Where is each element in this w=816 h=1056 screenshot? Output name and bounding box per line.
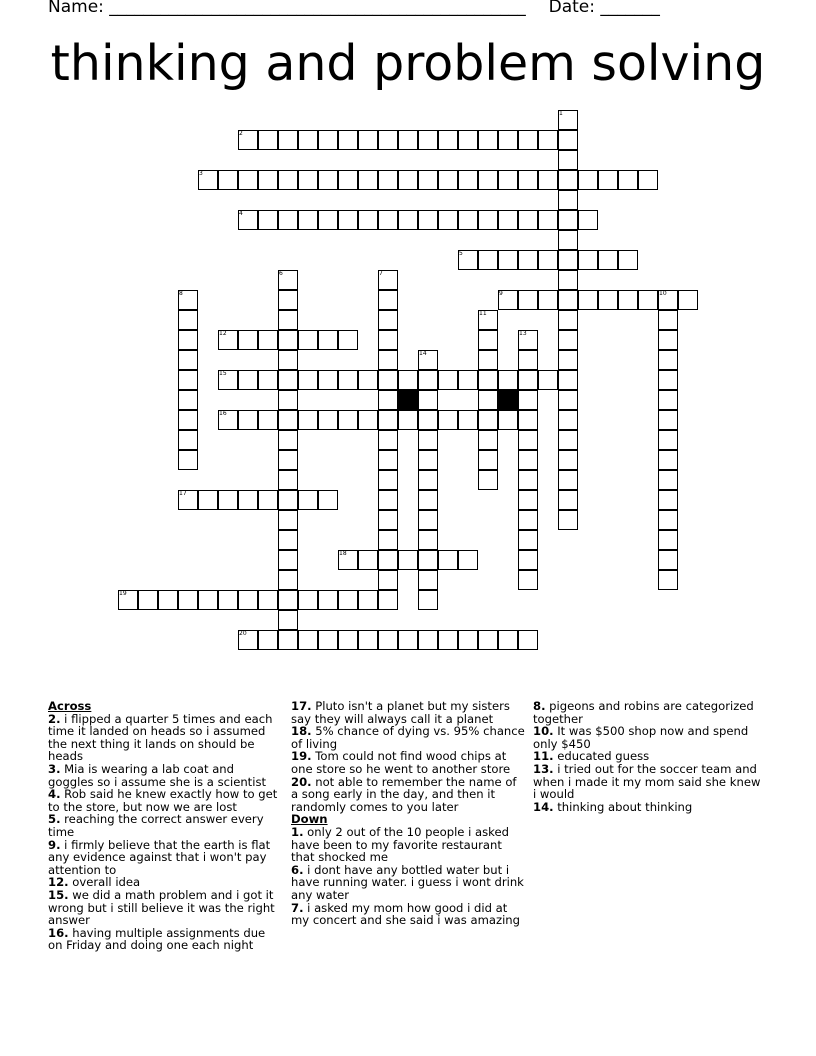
- grid-cell[interactable]: [178, 370, 198, 390]
- grid-cell[interactable]: [318, 130, 338, 150]
- cell-number-label: 20: [239, 630, 247, 637]
- grid-cell[interactable]: [398, 630, 418, 650]
- date-label: Date:: [548, 0, 595, 17]
- grid-cell[interactable]: [478, 330, 498, 350]
- grid-cell[interactable]: [258, 630, 278, 650]
- grid-cell[interactable]: [178, 430, 198, 450]
- grid-cell[interactable]: [418, 450, 438, 470]
- grid-cell[interactable]: [358, 170, 378, 190]
- grid-cell[interactable]: [438, 130, 458, 150]
- grid-cell[interactable]: [458, 170, 478, 190]
- grid-cell[interactable]: [358, 550, 378, 570]
- page-title: thinking and problem solving: [50, 35, 766, 92]
- cell-number-label: 8: [179, 290, 183, 297]
- grid-cell[interactable]: [518, 430, 538, 450]
- grid-cell[interactable]: [678, 290, 698, 310]
- grid-cell[interactable]: [238, 330, 258, 350]
- grid-cell[interactable]: [518, 550, 538, 570]
- clue-across-9: 9. i firmly believe that the earth is flat any evidence against that i won't pay attention to: [48, 837, 271, 877]
- grid-cell[interactable]: [358, 410, 378, 430]
- grid-cell[interactable]: [318, 170, 338, 190]
- grid-cell[interactable]: [538, 370, 558, 390]
- grid-cell[interactable]: [278, 350, 298, 370]
- grid-cell[interactable]: [458, 130, 478, 150]
- grid-cell[interactable]: [358, 590, 378, 610]
- grid-cell[interactable]: [338, 370, 358, 390]
- grid-cell[interactable]: [418, 570, 438, 590]
- grid-cell[interactable]: [498, 370, 518, 390]
- grid-cell[interactable]: [478, 450, 498, 470]
- grid-cell[interactable]: [478, 250, 498, 270]
- grid-cell-black: [398, 390, 418, 410]
- grid-cell[interactable]: [518, 290, 538, 310]
- grid-cell[interactable]: [578, 290, 598, 310]
- grid-cell[interactable]: [218, 590, 238, 610]
- grid-cell[interactable]: [378, 630, 398, 650]
- grid-cell[interactable]: [378, 170, 398, 190]
- grid-cell[interactable]: [338, 130, 358, 150]
- grid-cell[interactable]: [438, 630, 458, 650]
- grid-cell[interactable]: [198, 590, 218, 610]
- grid-cell[interactable]: [278, 570, 298, 590]
- cell-number-label: 4: [239, 210, 243, 217]
- grid-cell[interactable]: [478, 130, 498, 150]
- grid-cell[interactable]: [418, 390, 438, 410]
- grid-cell[interactable]: [258, 130, 278, 150]
- grid-cell[interactable]: [398, 130, 418, 150]
- grid-cell[interactable]: [518, 530, 538, 550]
- grid-cell[interactable]: [658, 430, 678, 450]
- grid-cell[interactable]: [278, 510, 298, 530]
- grid-cell[interactable]: [298, 330, 318, 350]
- grid-cell[interactable]: [218, 170, 238, 190]
- grid-cell[interactable]: [278, 290, 298, 310]
- clue-down-10: 10. It was $500 shop now and spend only $450: [533, 724, 749, 751]
- grid-cell[interactable]: [578, 170, 598, 190]
- grid-cell[interactable]: [418, 490, 438, 510]
- cell-number-label: 19: [119, 590, 127, 597]
- grid-cell[interactable]: [538, 250, 558, 270]
- grid-cell[interactable]: [478, 350, 498, 370]
- grid-cell[interactable]: [318, 210, 338, 230]
- clue-across-3: 3. Mia is wearing a lab coat and goggles so i assume she is a scientist: [48, 761, 267, 789]
- grid-cell[interactable]: [278, 590, 298, 610]
- grid-cell[interactable]: [658, 490, 678, 510]
- grid-cell[interactable]: [658, 510, 678, 530]
- grid-cell[interactable]: [298, 170, 318, 190]
- grid-cell[interactable]: [518, 630, 538, 650]
- grid-cell[interactable]: [558, 470, 578, 490]
- grid-cell[interactable]: [418, 510, 438, 530]
- clue-across-2: 2. i flipped a quarter 5 times and each time it landed on heads so i assumed the next thing it lands on should be heads: [48, 711, 273, 764]
- grid-cell[interactable]: [658, 570, 678, 590]
- grid-cell[interactable]: [298, 490, 318, 510]
- grid-cell[interactable]: [418, 430, 438, 450]
- grid-cell[interactable]: [458, 370, 478, 390]
- grid-cell[interactable]: [318, 590, 338, 610]
- grid-cell[interactable]: [558, 450, 578, 470]
- name-blank[interactable]: _________________________________________________: [109, 0, 526, 17]
- clue-across-17: 17. Pluto isn't a planet but my sisters say they will always call it a planet: [291, 699, 510, 726]
- grid-cell[interactable]: [418, 470, 438, 490]
- grid-cell[interactable]: [638, 170, 658, 190]
- grid-cell[interactable]: [478, 390, 498, 410]
- grid-cell[interactable]: [558, 310, 578, 330]
- grid-cell[interactable]: [318, 630, 338, 650]
- grid-cell[interactable]: [498, 210, 518, 230]
- grid-cell[interactable]: [178, 330, 198, 350]
- grid-cell[interactable]: [178, 350, 198, 370]
- clue-across-20: 20. not able to remember the name of a song early in the day, and then it randomly comes to you later: [291, 774, 517, 814]
- grid-cell[interactable]: [338, 170, 358, 190]
- cell-number-label: 7: [379, 270, 383, 277]
- cell-number-label: 1: [559, 110, 563, 117]
- grid-cell[interactable]: [478, 630, 498, 650]
- grid-cell[interactable]: [378, 570, 398, 590]
- grid-cell[interactable]: [278, 550, 298, 570]
- grid-cell[interactable]: [598, 250, 618, 270]
- grid-cell[interactable]: [258, 370, 278, 390]
- grid-cell[interactable]: [558, 350, 578, 370]
- grid-cell[interactable]: [538, 170, 558, 190]
- grid-cell[interactable]: [378, 530, 398, 550]
- grid-cell[interactable]: [518, 390, 538, 410]
- grid-cell[interactable]: [498, 250, 518, 270]
- clue-down-7: 7. i asked my mom how good i did at my concert and she said i was amazing: [291, 900, 521, 928]
- grid-cell[interactable]: [278, 210, 298, 230]
- name-label: Name:: [48, 0, 104, 17]
- grid-cell[interactable]: [538, 290, 558, 310]
- grid-cell[interactable]: [338, 630, 358, 650]
- date-blank[interactable]: _______: [600, 0, 660, 17]
- grid-cell[interactable]: [458, 550, 478, 570]
- grid-cell[interactable]: [238, 590, 258, 610]
- grid-cell[interactable]: [298, 630, 318, 650]
- grid-cell[interactable]: [418, 170, 438, 190]
- grid-cell[interactable]: [378, 470, 398, 490]
- grid-cell[interactable]: [178, 590, 198, 610]
- grid-cell[interactable]: [398, 550, 418, 570]
- grid-cell[interactable]: [518, 170, 538, 190]
- grid-cell[interactable]: [278, 310, 298, 330]
- grid-cell[interactable]: [458, 630, 478, 650]
- grid-cell[interactable]: [418, 590, 438, 610]
- clue-down-11: 11. educated guess: [533, 749, 650, 764]
- down-heading: Down: [291, 812, 328, 827]
- grid-cell[interactable]: [518, 130, 538, 150]
- grid-cell[interactable]: [658, 350, 678, 370]
- grid-cell[interactable]: [478, 470, 498, 490]
- grid-cell[interactable]: [198, 490, 218, 510]
- grid-cell[interactable]: [298, 370, 318, 390]
- grid-cell[interactable]: [178, 310, 198, 330]
- cell-number-label: 6: [279, 270, 283, 277]
- grid-cell[interactable]: [558, 250, 578, 270]
- grid-cell[interactable]: [338, 410, 358, 430]
- grid-cell[interactable]: [378, 350, 398, 370]
- cell-number-label: 14: [419, 350, 427, 357]
- grid-cell[interactable]: [518, 370, 538, 390]
- grid-cell[interactable]: [238, 490, 258, 510]
- grid-cell[interactable]: [378, 210, 398, 230]
- cell-number-label: 9: [499, 290, 503, 297]
- grid-cell[interactable]: [558, 430, 578, 450]
- clue-down-6: 6. i dont have any bottled water but i have running water. i guess i wont drink any water: [291, 862, 524, 902]
- grid-cell[interactable]: [478, 170, 498, 190]
- grid-cell[interactable]: [518, 450, 538, 470]
- grid-cell[interactable]: [418, 130, 438, 150]
- clue-column-1: [48, 700, 282, 952]
- grid-cell[interactable]: [478, 430, 498, 450]
- cell-number-label: 17: [179, 490, 187, 497]
- grid-cell[interactable]: [558, 370, 578, 390]
- grid-cell[interactable]: [318, 330, 338, 350]
- cell-number-label: 5: [459, 250, 463, 257]
- cell-number-label: 2: [239, 130, 243, 137]
- grid-cell-black: [498, 390, 518, 410]
- grid-cell[interactable]: [558, 290, 578, 310]
- grid-cell[interactable]: [658, 470, 678, 490]
- grid-cell[interactable]: [318, 410, 338, 430]
- grid-cell[interactable]: [298, 590, 318, 610]
- grid-cell[interactable]: [378, 370, 398, 390]
- grid-cell[interactable]: [378, 490, 398, 510]
- grid-cell[interactable]: [658, 390, 678, 410]
- grid-cell[interactable]: [278, 470, 298, 490]
- grid-cell[interactable]: [618, 170, 638, 190]
- grid-cell[interactable]: [278, 370, 298, 390]
- grid-cell[interactable]: [238, 170, 258, 190]
- clue-across-12: 12. overall idea: [48, 875, 141, 890]
- grid-cell[interactable]: [638, 290, 658, 310]
- grid-cell[interactable]: [378, 290, 398, 310]
- clue-down-1: 1. only 2 out of the 10 people i asked have been to my favorite restaurant that shocked me: [291, 824, 509, 865]
- clue-across-5: 5. reaching the correct answer every time: [48, 812, 264, 839]
- grid-cell[interactable]: [278, 630, 298, 650]
- grid-cell[interactable]: [278, 410, 298, 430]
- grid-cell[interactable]: [618, 250, 638, 270]
- across-heading: Across: [48, 699, 92, 713]
- grid-cell[interactable]: [278, 450, 298, 470]
- grid-cell[interactable]: [618, 290, 638, 310]
- grid-cell[interactable]: [398, 370, 418, 390]
- grid-cell[interactable]: [498, 130, 518, 150]
- grid-cell[interactable]: [658, 330, 678, 350]
- grid-cell[interactable]: [438, 370, 458, 390]
- grid-cell[interactable]: [298, 130, 318, 150]
- grid-cell[interactable]: [358, 370, 378, 390]
- grid-cell[interactable]: [558, 130, 578, 150]
- grid-cell[interactable]: [418, 410, 438, 430]
- grid-cell[interactable]: [558, 210, 578, 230]
- grid-cell[interactable]: [378, 330, 398, 350]
- grid-cell[interactable]: [558, 410, 578, 430]
- grid-cell[interactable]: [398, 210, 418, 230]
- cell-number-label: 12: [219, 330, 227, 337]
- cell-number-label: 16: [219, 410, 227, 417]
- grid-cell[interactable]: [518, 410, 538, 430]
- cell-number-label: 10: [659, 290, 667, 297]
- grid-cell[interactable]: [218, 490, 238, 510]
- grid-cell[interactable]: [358, 630, 378, 650]
- grid-cell[interactable]: [258, 590, 278, 610]
- grid-cell[interactable]: [558, 490, 578, 510]
- cell-number-label: 13: [519, 330, 527, 337]
- clue-down-8: 8. pigeons and robins are categorized together: [533, 699, 754, 726]
- grid-cell[interactable]: [558, 150, 578, 170]
- grid-cell[interactable]: [378, 510, 398, 530]
- grid-cell[interactable]: [338, 590, 358, 610]
- grid-cell[interactable]: [378, 450, 398, 470]
- grid-cell[interactable]: [258, 330, 278, 350]
- grid-cell[interactable]: [478, 210, 498, 230]
- clue-down-13: 13. i tried out for the soccer team and when i made it my mom said she knew i would: [533, 761, 761, 802]
- cell-number-label: 11: [479, 310, 487, 317]
- grid-cell[interactable]: [298, 410, 318, 430]
- grid-cell[interactable]: [518, 250, 538, 270]
- grid-cell[interactable]: [378, 410, 398, 430]
- clue-column-2: [291, 700, 527, 927]
- grid-cell[interactable]: [258, 490, 278, 510]
- grid-cell[interactable]: [278, 170, 298, 190]
- grid-cell[interactable]: [458, 410, 478, 430]
- grid-cell[interactable]: [558, 510, 578, 530]
- grid-cell[interactable]: [598, 170, 618, 190]
- grid-cell[interactable]: [158, 590, 178, 610]
- grid-cell[interactable]: [498, 170, 518, 190]
- grid-cell[interactable]: [658, 370, 678, 390]
- clue-across-4: 4. Rob said he knew exactly how to get to the store, but now we are lost: [48, 787, 278, 814]
- grid-cell[interactable]: [278, 390, 298, 410]
- clue-column-3: [533, 700, 765, 813]
- grid-cell[interactable]: [378, 550, 398, 570]
- grid-cell[interactable]: [418, 630, 438, 650]
- grid-cell[interactable]: [278, 530, 298, 550]
- grid-cell[interactable]: [358, 130, 378, 150]
- clue-across-18: 18. 5% chance of dying vs. 95% chance of living: [291, 724, 525, 751]
- grid-cell[interactable]: [518, 470, 538, 490]
- cell-number-label: 15: [219, 370, 227, 377]
- grid-cell[interactable]: [318, 490, 338, 510]
- grid-cell[interactable]: [258, 410, 278, 430]
- grid-cell[interactable]: [238, 370, 258, 390]
- grid-cell[interactable]: [278, 430, 298, 450]
- grid-cell[interactable]: [418, 550, 438, 570]
- grid-cell[interactable]: [238, 410, 258, 430]
- clue-across-16: 16. having multiple assignments due on Friday and doing one each night: [48, 925, 266, 953]
- grid-cell[interactable]: [378, 390, 398, 410]
- grid-cell[interactable]: [658, 410, 678, 430]
- grid-cell[interactable]: [438, 170, 458, 190]
- grid-cell[interactable]: [518, 350, 538, 370]
- grid-cell[interactable]: [498, 410, 518, 430]
- grid-cell[interactable]: [558, 330, 578, 350]
- grid-cell[interactable]: [438, 210, 458, 230]
- grid-cell[interactable]: [318, 370, 338, 390]
- grid-cell[interactable]: [498, 630, 518, 650]
- grid-cell[interactable]: [558, 170, 578, 190]
- grid-cell[interactable]: [478, 410, 498, 430]
- grid-cell[interactable]: [258, 210, 278, 230]
- grid-cell[interactable]: [378, 310, 398, 330]
- grid-cell[interactable]: [538, 130, 558, 150]
- grid-cell[interactable]: [518, 510, 538, 530]
- grid-cell[interactable]: [178, 390, 198, 410]
- grid-cell[interactable]: [518, 210, 538, 230]
- grid-cell[interactable]: [658, 550, 678, 570]
- grid-cell[interactable]: [558, 270, 578, 290]
- cell-number-label: 3: [199, 170, 203, 177]
- grid-cell[interactable]: [658, 530, 678, 550]
- grid-cell[interactable]: [438, 550, 458, 570]
- grid-cell[interactable]: [278, 330, 298, 350]
- grid-cell[interactable]: [358, 210, 378, 230]
- grid-cell[interactable]: [178, 410, 198, 430]
- across-list-part-1: [48, 713, 282, 952]
- grid-cell[interactable]: [398, 170, 418, 190]
- grid-cell[interactable]: [558, 390, 578, 410]
- grid-cell[interactable]: [338, 210, 358, 230]
- grid-cell[interactable]: [518, 490, 538, 510]
- grid-cell[interactable]: [478, 370, 498, 390]
- grid-cell[interactable]: [278, 610, 298, 630]
- grid-cell[interactable]: [578, 250, 598, 270]
- grid-cell[interactable]: [258, 170, 278, 190]
- grid-cell[interactable]: [338, 330, 358, 350]
- grid-cell[interactable]: [378, 130, 398, 150]
- grid-cell[interactable]: [438, 410, 458, 430]
- grid-cell[interactable]: [558, 230, 578, 250]
- grid-cell[interactable]: [418, 210, 438, 230]
- grid-cell[interactable]: [518, 570, 538, 590]
- grid-cell[interactable]: [658, 450, 678, 470]
- grid-cell[interactable]: [278, 130, 298, 150]
- cell-number-label: 18: [339, 550, 347, 557]
- grid-cell[interactable]: [378, 430, 398, 450]
- grid-cell[interactable]: [558, 190, 578, 210]
- grid-cell[interactable]: [378, 590, 398, 610]
- grid-cell[interactable]: [458, 210, 478, 230]
- clue-across-19: 19. Tom could not find wood chips at one store so he went to another store: [291, 749, 511, 776]
- grid-cell[interactable]: [418, 530, 438, 550]
- clue-down-14: 14. thinking about thinking: [533, 799, 693, 814]
- grid-cell[interactable]: [138, 590, 158, 610]
- grid-cell[interactable]: [578, 210, 598, 230]
- grid-cell[interactable]: [178, 450, 198, 470]
- grid-cell[interactable]: [658, 310, 678, 330]
- grid-cell[interactable]: [598, 290, 618, 310]
- clue-across-15: 15. we did a math problem and i got it wrong but i still believe it was the right answer: [48, 887, 275, 928]
- grid-cell[interactable]: [278, 490, 298, 510]
- grid-cell[interactable]: [298, 210, 318, 230]
- grid-cell[interactable]: [398, 410, 418, 430]
- grid-cell[interactable]: [538, 210, 558, 230]
- grid-cell[interactable]: [418, 370, 438, 390]
